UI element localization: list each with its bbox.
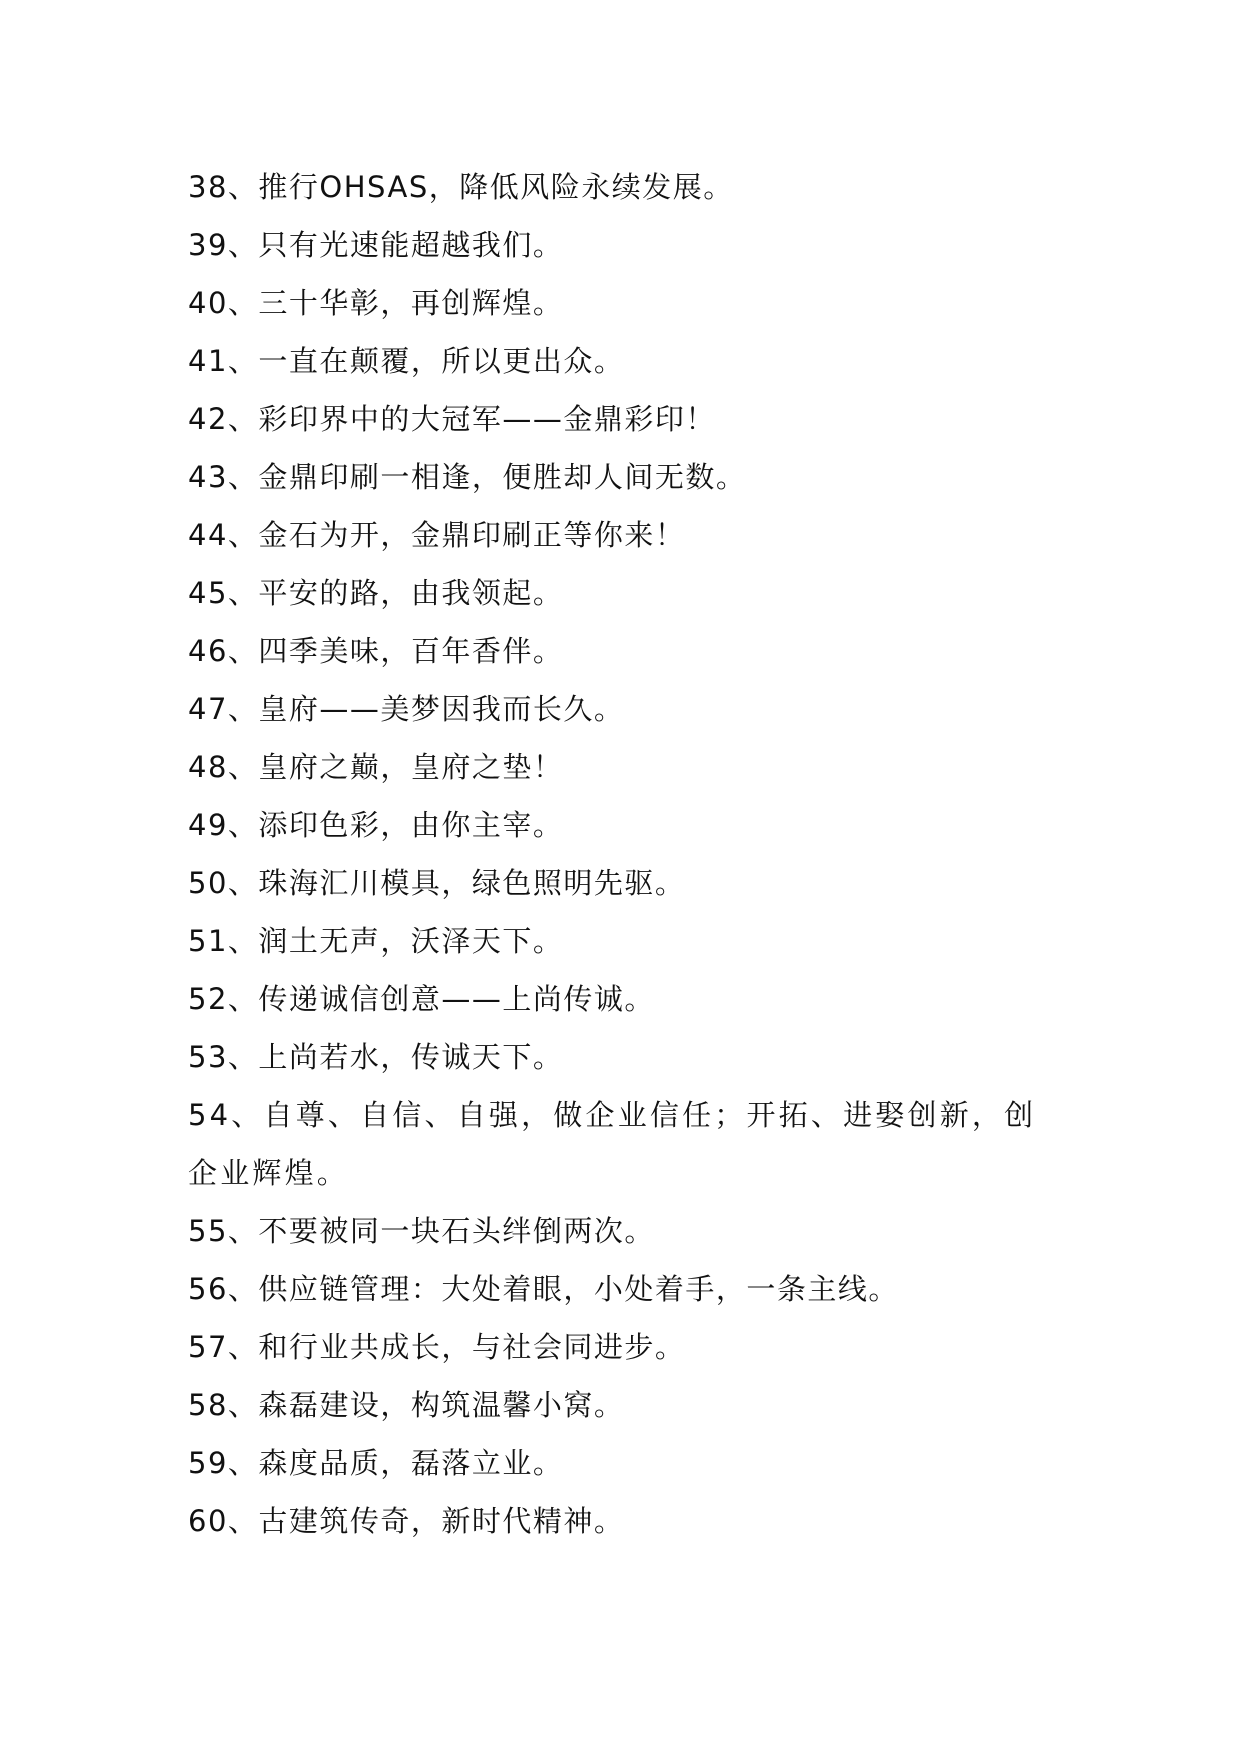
list-item: 49、添印色彩，由你主宰。 [188, 808, 564, 842]
list-item: 58、森磊建设，构筑温馨小窝。 [188, 1388, 625, 1422]
list-item: 51、润土无声，沃泽天下。 [188, 924, 564, 958]
list-item: 52、传递诚信创意——上尚传诚。 [188, 982, 655, 1016]
slogan-list [188, 158, 1058, 1550]
list-item: 46、四季美味，百年香伴。 [188, 634, 564, 668]
list-item: 47、皇府——美梦因我而长久。 [188, 692, 625, 726]
list-item: 53、上尚若水，传诚天下。 [188, 1040, 564, 1074]
list-item: 44、金石为开，金鼎印刷正等你来！ [188, 518, 686, 552]
list-item: 48、皇府之巅，皇府之垫！ [188, 750, 564, 784]
list-item: 59、森度品质，磊落立业。 [188, 1446, 564, 1480]
list-item: 50、珠海汇川模具，绿色照明先驱。 [188, 866, 686, 900]
list-item: 43、金鼎印刷一相逢，便胜却人间无数。 [188, 460, 747, 494]
list-item: 38、推行OHSAS，降低风险永续发展。 [188, 170, 734, 204]
list-item: 56、供应链管理：大处着眼，小处着手，一条主线。 [188, 1272, 899, 1306]
list-item: 45、平安的路，由我领起。 [188, 576, 564, 610]
list-item: 57、和行业共成长，与社会同进步。 [188, 1330, 686, 1364]
list-item: 55、不要被同一块石头绊倒两次。 [188, 1214, 655, 1248]
list-item: 60、古建筑传奇，新时代精神。 [188, 1504, 625, 1538]
list-item: 41、一直在颠覆，所以更出众。 [188, 344, 625, 378]
list-item: 40、三十华彰，再创辉煌。 [188, 286, 564, 320]
list-item: 42、彩印界中的大冠军——金鼎彩印！ [188, 402, 716, 436]
list-item: 39、只有光速能超越我们。 [188, 228, 564, 262]
list-item: 54、自尊、自信、自强，做企业信任；开拓、进娶创新，创企业辉煌。 [188, 1098, 1037, 1190]
